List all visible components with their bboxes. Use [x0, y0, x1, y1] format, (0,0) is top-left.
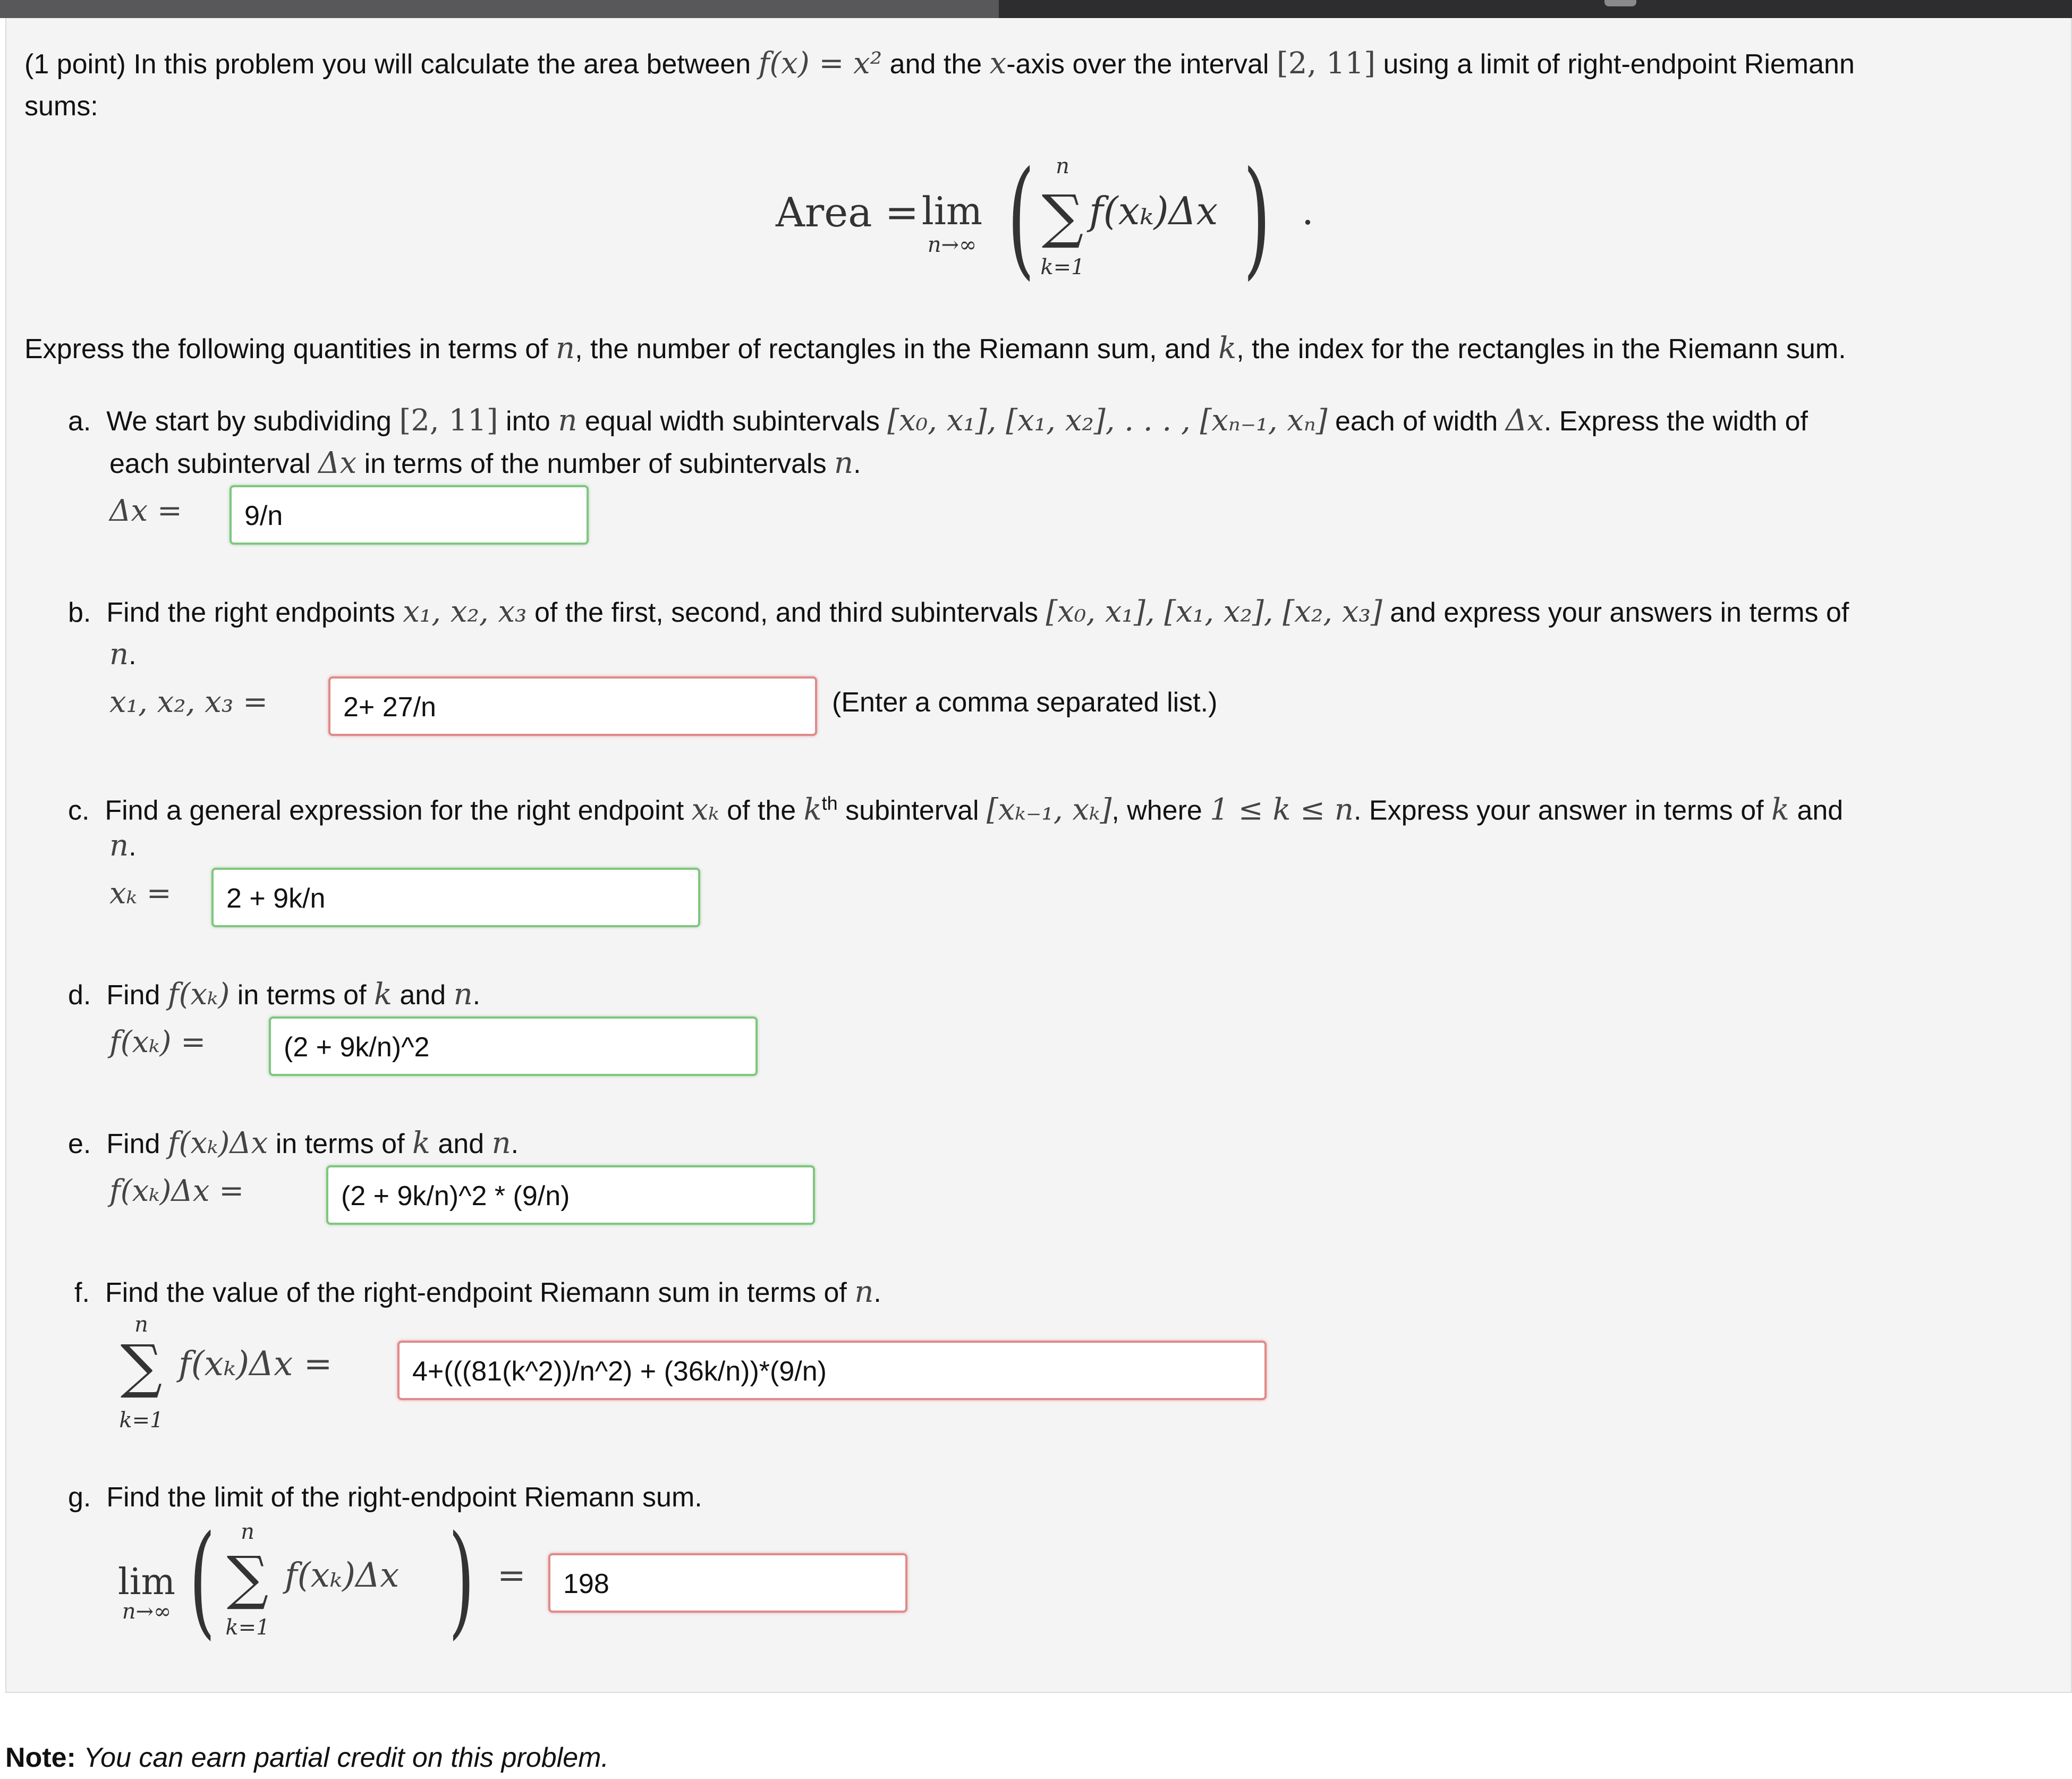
part-c-answer-input[interactable]: 2 + 9k/n	[211, 868, 700, 927]
part-c-label: xₖ =	[109, 876, 172, 911]
window-control[interactable]	[1604, 0, 1636, 6]
interval: [2, 11]	[1276, 46, 1376, 81]
part-f-question: f. Find the value of the right-endpoint Riemann sum in terms of n.	[74, 1275, 881, 1309]
part-g-question: g. Find the limit of the right-endpoint Riemann sum.	[68, 1482, 702, 1513]
part-g-answer-input[interactable]: 198	[548, 1553, 907, 1613]
part-b-label: x₁, x₂, x₃ =	[109, 685, 268, 719]
part-f-label: n ∑ k=1 f(xₖ)Δx =	[119, 1312, 333, 1433]
part-e-label: f(xₖ)Δx =	[109, 1174, 244, 1208]
part-d-question: d. Find f(xₖ) in terms of k and n.	[68, 977, 481, 1012]
part-g-label: lim n→∞ ( n ∑ k=1 f(xₖ)Δx ) =	[118, 1510, 526, 1651]
partial-credit-note: Note: You can earn partial credit on this problem.	[5, 1742, 609, 1773]
function-definition: f(x) = x²	[758, 46, 882, 81]
part-a-answer-input[interactable]: 9/n	[230, 485, 589, 545]
part-d-label: f(xₖ) =	[109, 1025, 206, 1060]
part-a-label: Δx =	[109, 494, 182, 528]
part-b-hint: (Enter a comma separated list.)	[832, 687, 1218, 718]
browser-tab-strip	[0, 0, 999, 18]
part-f-answer-input[interactable]: 4+(((81(k^2))/n^2) + (36k/n))*(9/n)	[397, 1341, 1267, 1400]
browser-top-bar	[0, 0, 2072, 18]
part-b-answer-input[interactable]: 2+ 27/n	[328, 676, 817, 736]
area-formula: Area = lim n→∞ ( n ∑ k=1 f(xₖ)Δx ) .	[776, 143, 1314, 292]
part-c-question: c. Find a general expression for the right endpoint xₖ of the $k^{th}$ subinterval [xₖ₋₁, xₖ], where 1 ≤ k ≤ n. Express your answer in terms of k and	[68, 792, 1844, 827]
part-e-answer-input[interactable]: (2 + 9k/n)^2 * (9/n)	[326, 1165, 815, 1225]
express-instruction: Express the following quantities in terms of n, the number of rectangles in the Riemann sum, and k, the index for the rectangles in the Riemann sum.	[24, 331, 1846, 366]
part-e-question: e. Find f(xₖ)Δx in terms of k and n.	[68, 1126, 519, 1160]
points-label: (1 point)	[24, 49, 126, 80]
part-b-question: b. Find the right endpoints x₁, x₂, x₃ of the first, second, and third subintervals [x₀, x₁], [x₁, x₂], [x₂, x₃] and express your answers in terms of	[68, 595, 1849, 629]
part-d-answer-input[interactable]: (2 + 9k/n)^2	[269, 1016, 758, 1076]
problem-intro: (1 point) In this problem you will calculate the area between f(x) = x² and the x-axis over the interval [2, 11] using a limit of right-endpoint Riemann	[24, 46, 1855, 81]
part-a-question: a. We start by subdividing [2, 11] into n equal width subintervals [x₀, x₁], [x₁, x₂], . . . , [xₙ₋₁, xₙ] each of width Δx. Express the width of	[68, 403, 1808, 438]
